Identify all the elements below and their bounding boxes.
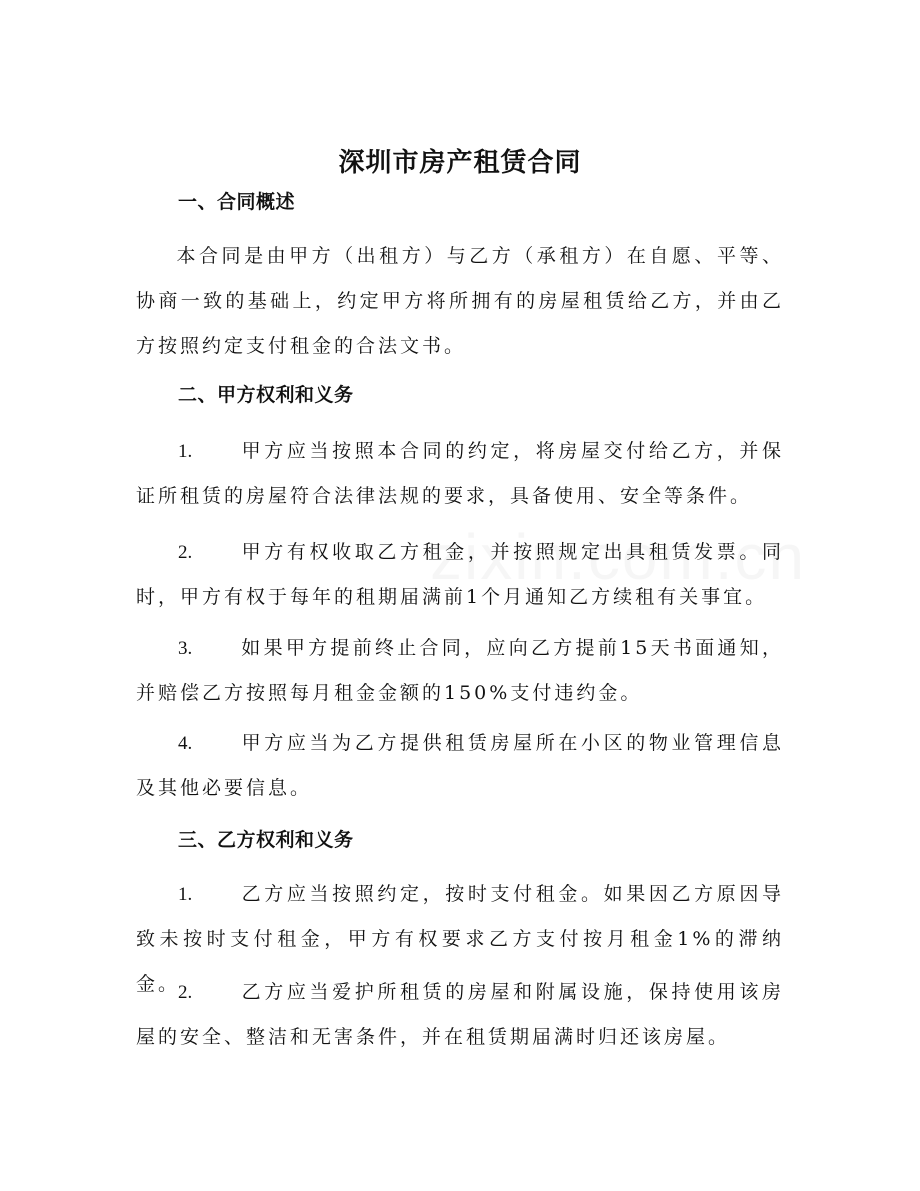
item-number: 2. bbox=[178, 982, 193, 1003]
party-a-item-3 bbox=[136, 626, 784, 716]
party-a-item-1 bbox=[136, 429, 784, 519]
section-heading-overview: 一、合同概述 bbox=[178, 191, 296, 213]
section-overview-paragraph bbox=[136, 234, 784, 369]
party-a-item-2 bbox=[136, 530, 784, 620]
overview-text: 本合同是由甲方（出租方）与乙方（承租方）在自愿、平等、协商一致的基础上，约定甲方将所拥有的房屋租赁给乙方，并由乙方按照约定支付租金的合法文书。 bbox=[136, 245, 784, 357]
item-text: 甲方应当为乙方提供租赁房屋所在小区的物业管理信息及其他必要信息。 bbox=[136, 732, 784, 799]
item-text: 乙方应当爱护所租赁的房屋和附属设施，保持使用该房屋的安全、整洁和无害条件，并在租赁期届满时归还该房屋。 bbox=[136, 981, 784, 1048]
item-text: 甲方有权收取乙方租金，并按照规定出具租赁发票。同时，甲方有权于每年的租期届满前1个月通知乙方续租有关事宜。 bbox=[136, 541, 784, 608]
item-text: 甲方应当按照本合同的约定，将房屋交付给乙方，并保证所租赁的房屋符合法律法规的要求，具备使用、安全等条件。 bbox=[136, 440, 784, 507]
item-number: 2. bbox=[178, 542, 193, 563]
item-number: 1. bbox=[178, 884, 193, 905]
item-text: 乙方应当按照约定，按时支付租金。如果因乙方原因导致未按时支付租金，甲方有权要求乙方支付按月租金1%的滞纳金。 bbox=[136, 883, 784, 995]
party-b-item-2 bbox=[136, 970, 784, 1060]
item-number: 4. bbox=[178, 733, 193, 754]
item-number: 3. bbox=[178, 638, 193, 659]
section-heading-party-b: 三、乙方权利和义务 bbox=[178, 829, 354, 851]
party-a-item-4 bbox=[136, 721, 784, 811]
document-title: 深圳市房产租赁合同 bbox=[338, 148, 582, 178]
section-heading-party-a: 二、甲方权利和义务 bbox=[178, 384, 354, 406]
item-text: 如果甲方提前终止合同，应向乙方提前15天书面通知，并赔偿乙方按照每月租金金额的150%支付违约金。 bbox=[136, 637, 784, 704]
item-number: 1. bbox=[178, 441, 193, 462]
